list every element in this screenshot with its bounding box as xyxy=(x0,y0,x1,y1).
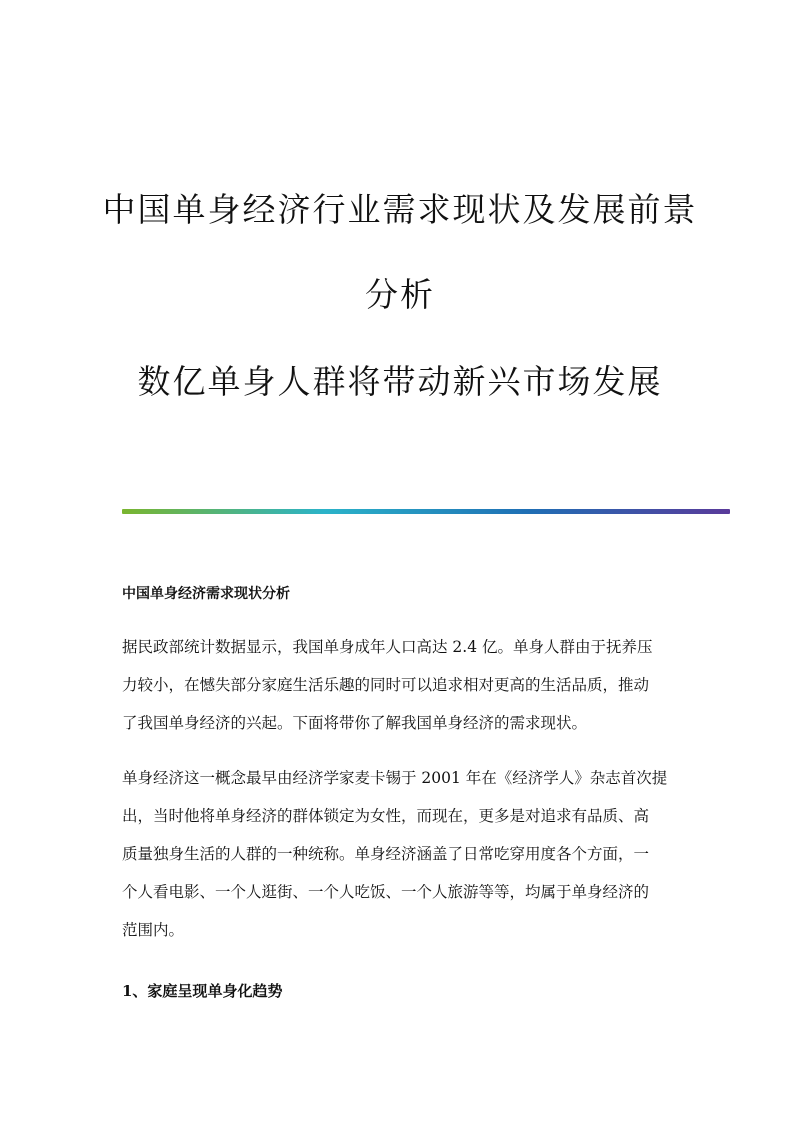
paragraph-line: 据民政部统计数据显示，我国单身成年人口高达 2.4 亿。单身人群由于抚养压 xyxy=(122,638,653,656)
section-heading: 中国单身经济需求现状分析 xyxy=(122,586,290,602)
paragraph-line: 力较小，在憾失部分家庭生活乐趣的同时可以追求相对更高的生活品质，推动 xyxy=(122,676,650,694)
paragraph-line: 出，当时他将单身经济的群体锁定为女性，而现在，更多是对追求有品质、高 xyxy=(122,807,650,825)
sub-heading: 1、家庭呈现单身化趋势 xyxy=(122,982,283,1000)
paragraph-2 xyxy=(122,759,692,949)
paragraph-line: 质量独身生活的人群的一种统称。单身经济涵盖了日常吃穿用度各个方面，一 xyxy=(122,845,650,863)
document-subtitle: 数亿单身人群将带动新兴市场发展 xyxy=(137,362,663,401)
gradient-divider xyxy=(122,509,730,514)
document-title-line-2: 分析 xyxy=(365,275,435,314)
paragraph-line: 个人看电影、一个人逛街、一个人吃饭、一个人旅游等等，均属于单身经济的 xyxy=(122,883,650,901)
paragraph-1 xyxy=(122,628,692,742)
paragraph-line: 单身经济这一概念最早由经济学家麦卡锡于 2001 年在《经济学人》杂志首次提 xyxy=(122,769,668,787)
paragraph-line: 范围内。 xyxy=(122,921,185,939)
document-title-line-1: 中国单身经济行业需求现状及发展前景 xyxy=(102,190,698,229)
paragraph-line: 了我国单身经济的兴起。下面将带你了解我国单身经济的需求现状。 xyxy=(122,714,588,732)
